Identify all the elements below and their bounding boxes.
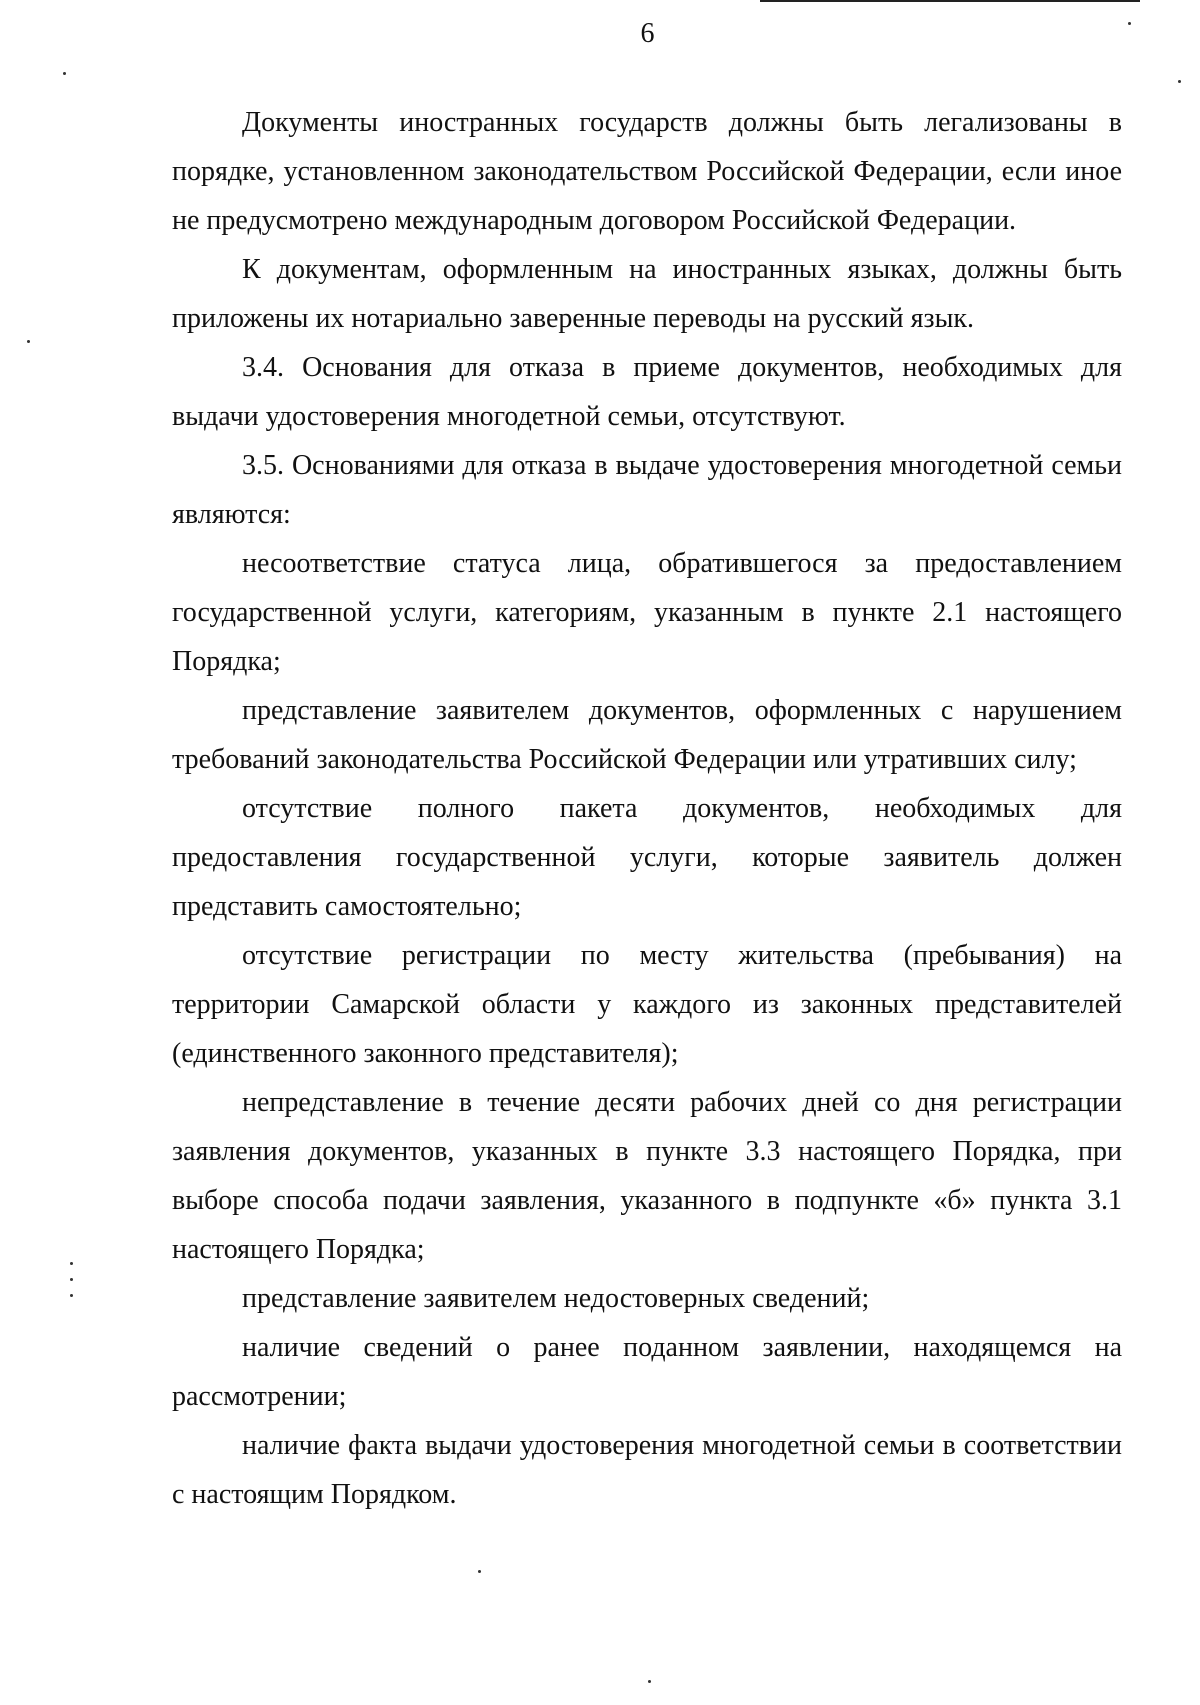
refusal-ground-incomplete-package: отсутствие полного пакета документов, необходимых для предоставления государственной услуги, которые заявитель должен представить самостоятельно;: [172, 793, 1122, 922]
scan-speck: [1128, 22, 1131, 25]
scan-speck: [648, 1680, 651, 1683]
refusal-ground-invalid-documents: представление заявителем документов, оформленных с нарушением требований законодательства Российской Федерации или утративших силу;: [172, 695, 1122, 775]
scan-speck: [70, 1262, 73, 1265]
refusal-ground-pending-application: наличие сведений о ранее поданном заявлении, находящемся на рассмотрении;: [172, 1332, 1122, 1412]
paragraph-3-4-no-refusal-grounds: 3.4. Основания для отказа в приеме документов, необходимых для выдачи удостоверения многодетной семьи, отсутствуют.: [172, 352, 1122, 432]
paragraph-foreign-documents-legalization: Документы иностранных государств должны быть легализованы в порядке, установленном законодательством Российской Федерации, если иное не предусмотрено международным договором Российской Федерации.: [172, 107, 1122, 236]
scan-speck: [63, 72, 66, 75]
scan-edge-line: [760, 0, 1140, 2]
scan-speck: [70, 1278, 73, 1281]
refusal-ground-status-mismatch: несоответствие статуса лица, обратившегося за предоставлением государственной услуги, категориям, указанным в пункте 2.1 настоящего Порядка;: [172, 548, 1122, 677]
paragraph-foreign-language-translations: К документам, оформленным на иностранных языках, должны быть приложены их нотариально заверенные переводы на русский язык.: [172, 254, 1122, 334]
refusal-ground-no-registration: отсутствие регистрации по месту жительства (пребывания) на территории Самарской области у каждого из законных представителей (единственного законного представителя);: [172, 940, 1122, 1069]
document-body: [172, 98, 1122, 1519]
refusal-ground-documents-not-submitted: непредставление в течение десяти рабочих дней со дня регистрации заявления документов, указанных в пункте 3.3 настоящего Порядка, при выборе способа подачи заявления, указанного в подпункте «б» пункта 3.1 настоящего Порядка;: [172, 1087, 1122, 1265]
scan-speck: [70, 1294, 73, 1297]
refusal-ground-already-issued: наличие факта выдачи удостоверения многодетной семьи в соответствии с настоящим Порядком.: [172, 1430, 1122, 1510]
scan-speck: [1178, 80, 1181, 83]
page-number: 6: [640, 18, 655, 49]
refusal-ground-false-information: представление заявителем недостоверных сведений;: [242, 1283, 870, 1314]
scan-speck: [27, 340, 30, 343]
paragraph-3-5-refusal-grounds: 3.5. Основаниями для отказа в выдаче удостоверения многодетной семьи являются:: [172, 450, 1122, 530]
scan-speck: [478, 1570, 481, 1573]
